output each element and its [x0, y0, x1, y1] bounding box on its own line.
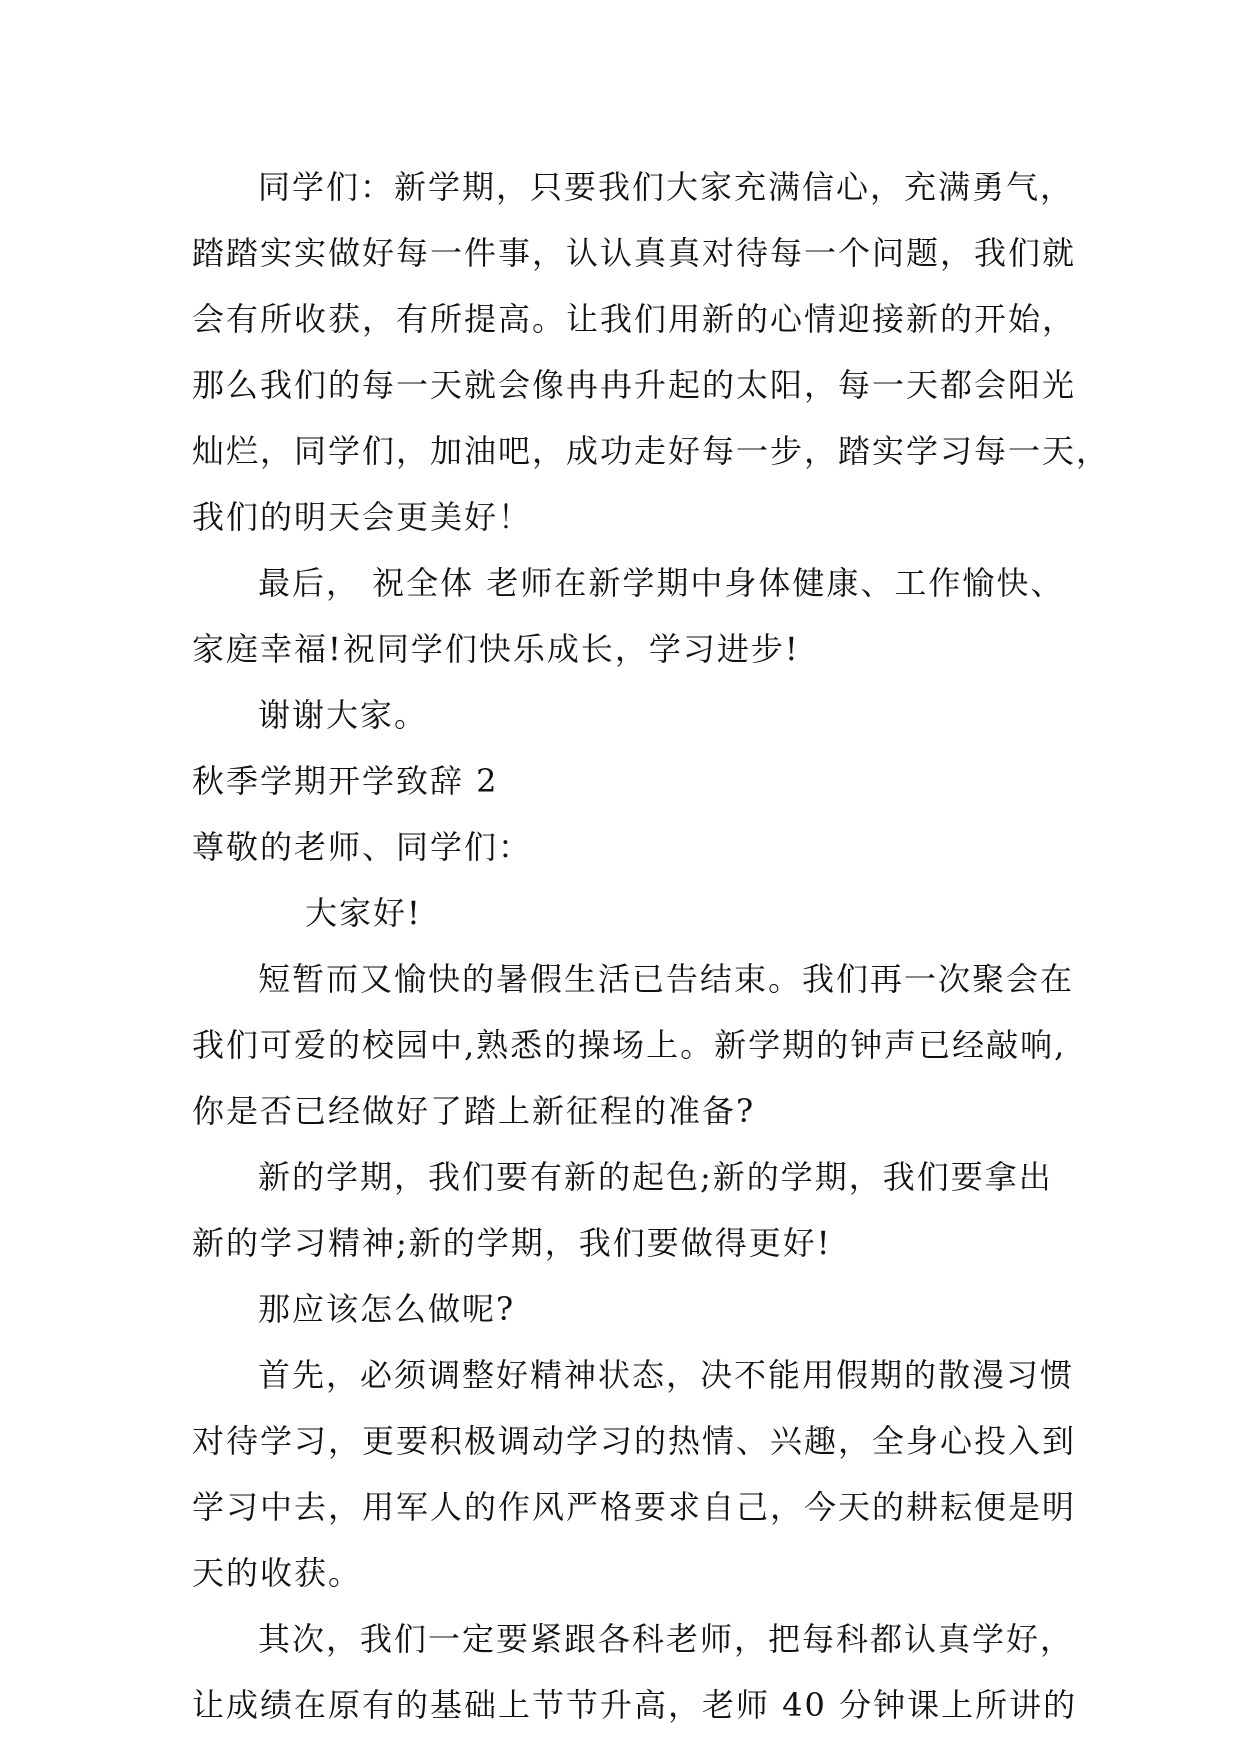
text-line: 首先，必须调整好精神状态，决不能用假期的散漫习惯	[258, 1356, 1075, 1394]
text-line: 会有所收获，有所提高。让我们用新的心情迎接新的开始，	[192, 300, 1077, 338]
section-heading: 秋季学期开学致辞 2	[192, 762, 499, 800]
text-line: 你是否已经做好了踏上新征程的准备?	[192, 1092, 756, 1130]
text-line: 家庭幸福!祝同学们快乐成长，学习进步!	[192, 630, 800, 668]
text-line: 同学们：新学期，只要我们大家充满信心，充满勇气，	[258, 168, 1075, 206]
text-line: 那应该怎么做呢?	[258, 1290, 516, 1328]
text-line: 天的收获。	[192, 1554, 363, 1592]
salutation: 尊敬的老师、同学们：	[192, 828, 533, 866]
text-line: 最后， 祝全体 老师在新学期中身体健康、工作愉快、	[258, 564, 1065, 602]
text-line: 灿烂，同学们，加油吧，成功走好每一步，踏实学习每一天，	[192, 432, 1111, 470]
text-line: 我们可爱的校园中,熟悉的操场上。新学期的钟声已经敲响,	[192, 1026, 1067, 1064]
text-line: 我们的明天会更美好！	[192, 498, 533, 536]
text-line: 短暂而又愉快的暑假生活已告结束。我们再一次聚会在	[258, 960, 1075, 998]
text-line: 谢谢大家。	[258, 696, 429, 734]
text-line: 其次，我们一定要紧跟各科老师，把每科都认真学好，	[258, 1620, 1075, 1658]
text-line: 新的学期，我们要有新的起色;新的学期，我们要拿出	[258, 1158, 1053, 1196]
text-line: 学习中去，用军人的作风严格要求自己，今天的耕耘便是明	[192, 1488, 1077, 1526]
greeting: 大家好!	[305, 894, 422, 932]
text-line: 那么我们的每一天就会像冉冉升起的太阳，每一天都会阳光	[192, 366, 1077, 404]
text-line: 让成绩在原有的基础上节节升高，老师 40 分钟课上所讲的	[192, 1686, 1078, 1724]
text-line: 踏踏实实做好每一件事，认认真真对待每一个问题，我们就	[192, 234, 1077, 272]
text-line: 对待学习，更要积极调动学习的热情、兴趣，全身心投入到	[192, 1422, 1077, 1460]
text-line: 新的学习精神;新的学期，我们要做得更好!	[192, 1224, 832, 1262]
